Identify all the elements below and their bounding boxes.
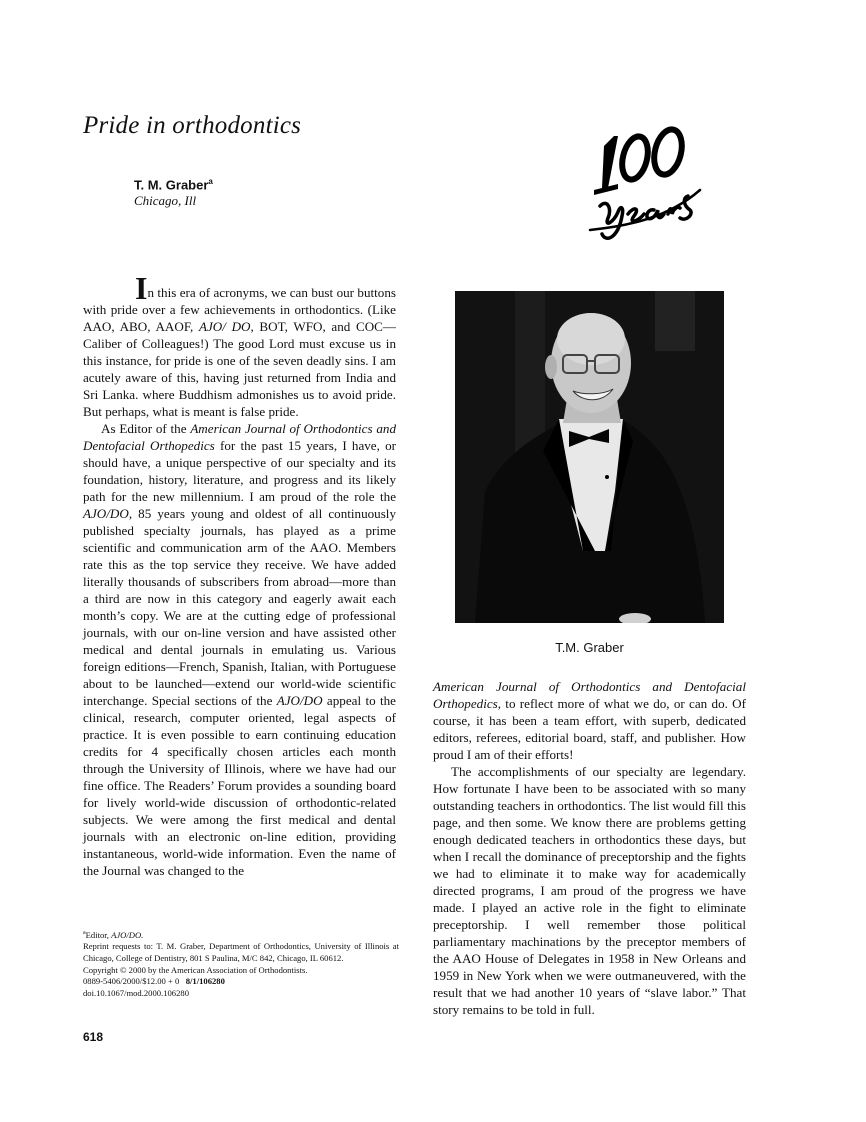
footnote-marker: a xyxy=(83,930,86,936)
article-title: Pride in orthodontics xyxy=(83,112,302,139)
journal-abbrev: AJO/DO xyxy=(276,693,323,708)
page-number: 618 xyxy=(83,1030,104,1044)
text-segment: n this era of acronyms, we can bust our buttons with pride over a few achievements in orthodontics. (Like AAO, ABO, AAOF, xyxy=(83,285,396,334)
text-segment: appeal to the clinical, research, computer oriented, legal aspects of practice. It is even possible to earn continuing education credits for 4 specifically chosen articles each month through the University of Illinois, where we have had our fine office. The Readers’ Forum provides a sounding board for lively world-wide discussion of orthodontic-related subjects. We were among the first medical and dental journals with an electronic on-line edition, providing instantaneous, world-wide information. Even the name of the Journal was changed to the xyxy=(83,693,396,878)
drop-cap: I xyxy=(135,270,148,306)
photo-caption: T.M. Graber xyxy=(555,640,624,655)
text-segment: The accomplishments of our specialty are legendary. How fortunate I have been to be associated with so many outstanding teachers in orthodontics. The list would fill this page, and then some. We know there are problems getting enough dedicated teachers in orthodontics these days, but when I recall the dominance of preceptorship and the fights we had to eliminate it to make way for academically directed programs, I am proud of the progress we have made. I played an active role in the fight to eliminate preceptorship. I well remember those political parliamentary machinations by the preceptor members of the AAO House of Delegates in 1958 in New Orleans and 1959 in New York when we were outmaneuvered, with the result that we had another 10 years of “slave labor.” That story remains to be told in full. xyxy=(433,764,746,1017)
journal-name: American Journal of Orthodontics and Dentofacial Orthopedics xyxy=(83,421,396,453)
author-affiliation: Chicago, Ill xyxy=(134,193,197,208)
footnotes xyxy=(83,928,399,999)
body-column-left xyxy=(83,270,397,879)
footnote-doi: doi.10.1067/mod.2000.106280 xyxy=(83,987,189,998)
footnote-journal: AJO/DO. xyxy=(111,929,144,940)
author-photo xyxy=(455,291,724,623)
text-segment: , to reflect more of what we do, or can do. Of course, it has been a team effort, with superb, dedicated editors, referees, editorial board, staff, and publisher. How proud I am of their efforts! xyxy=(433,696,746,762)
footnote-copyright: Copyright © 2000 by the American Association of Orthodontists. xyxy=(83,964,308,975)
paragraph-1 xyxy=(83,270,396,420)
paragraph-3 xyxy=(433,763,746,1018)
body-column-right xyxy=(433,678,746,1018)
footnote-editor xyxy=(83,928,399,941)
author-name-text: T. M. Graber xyxy=(134,177,209,193)
text-segment: , 85 years young and oldest of all continuously published specialty journals, has played as a prime scientific and communication arm of the AAO. Members rate this as the top service they receive. We have added literally thousands of subscribers from abroad—more than a third are now in this category and eagerly await each month’s copy. We are at the cutting edge of professional journals, with our on-line version and have assisted other medical and dental journals in emulating us. Various foreign editions—French, Spanish, Italian, with Portuguese about to be launched—extend our world-wide scientific interchange. Special sections of the xyxy=(83,506,396,708)
text-segment: As Editor of the xyxy=(101,421,191,436)
paragraph-2-continued xyxy=(433,678,746,763)
footnote-editor-label: Editor, xyxy=(85,929,112,940)
text-segment: BOT, WFO, and COC—Caliber of Colleagues!) The good Lord must excuse us in this instance, for pride is one of the seven deadly sins. I am acutely aware of this, having just returned from India and Sri Lanka. where Buddhism admonishes us to avoid pride. But perhaps, what is meant is false pride. xyxy=(83,319,396,419)
author-footnote-marker: a xyxy=(208,177,213,186)
journal-name: American Journal of Orthodontics and Dentofacial Orthopedics xyxy=(433,679,746,711)
journal-abbrev: AJO/DO xyxy=(83,506,129,521)
author-name xyxy=(134,177,213,192)
paragraph-2 xyxy=(83,420,396,879)
text-segment: for the past 15 years, I have, or should have, a unique perspective of our specialty and its foundation, history, literature, and progress and its likely path for the new millennium. I am proud of the role the xyxy=(83,438,397,504)
issn-text: 0889-5406/2000/$12.00 + 0 xyxy=(83,976,180,987)
footnote-issn xyxy=(83,976,399,988)
journal-abbrev: AJO/ DO, xyxy=(199,319,254,334)
footnote-reprint: Reprint requests to: T. M. Graber, Department of Orthodontics, University of Illinois at Chicago, College of Dentistry, 801 S Paulina, M/C 842, Chicago, IL 60612. xyxy=(83,941,399,964)
issn-code: 8/1/106280 xyxy=(185,976,225,987)
100-years-logo-icon xyxy=(588,118,703,248)
